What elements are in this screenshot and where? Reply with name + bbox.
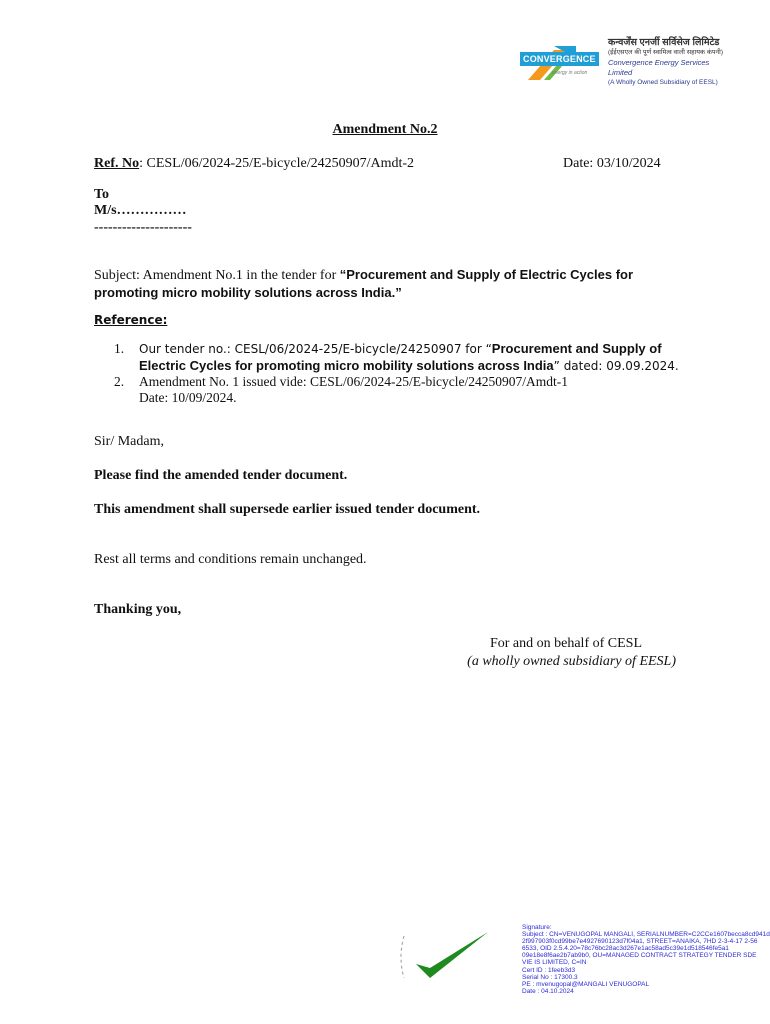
reference-list [114,341,694,405]
company-logo [514,36,734,86]
signature-line: 2f997903f0cd99be7e4927690123d7f04a1, STREET=ANAIKA, 7HD 2-3-4-17 2-56 [522,938,758,946]
closing-thanks: Thanking you, [94,602,182,617]
on-behalf-of: For and on behalf of CESL [489,636,642,651]
signature-line: PE : mvenugopal@MANGALI VENUGOPAL [522,980,650,988]
digital-signature-details [522,924,770,995]
logo-hindi-name: कन्वर्जेंस एनर्जी सर्विसेज लिमिटेड [608,37,720,48]
reference-2-line1: Amendment No. 1 issued vide: CESL/06/2024-25/E-bicycle/24250907/Amdt-1 [139,374,568,389]
reference-heading: Reference: [94,313,168,327]
document-title: Amendment No.2 [332,122,438,137]
subsidiary-note: (a wholly owned subsidiary of EESL) [467,654,676,669]
signature-line: Cert ID : 1feeb3d3 [522,966,576,974]
logo-english-sub: (A Wholly Owned Subsidiary of EESL) [608,79,718,86]
logo-hindi-sub: (ईईएसएल की पूर्ण स्वामित्व वाली सहायक कंपनी) [608,49,723,56]
addressee-dashes: --------------------- [94,220,192,235]
reference-2-line2: Date: 10/09/2024. [139,389,237,405]
logo-english-name: Convergence Energy Services Limited [608,58,710,77]
ref-value: : CESL/06/2024-25/E-bicycle/24250907/Amdt-2 [139,156,415,171]
list-item-number: 2. [114,374,125,389]
supersede-text: This amendment shall supersede earlier issued tender document. [94,502,481,517]
find-amended-text: Please find the amended tender document. [94,468,348,483]
list-item-number: 1. [114,341,125,356]
checkmark-icon [394,924,514,990]
reference-1-project: Procurement and Supply of Electric Cycles for promoting micro mobility solutions across India [139,341,662,373]
reference-1-prefix: Our tender no.: CESL/06/2024-25/E-bicycle/24250907 for “ [139,342,492,356]
reference-number [94,156,414,172]
convergence-logo-mark [514,40,604,80]
reference-1-suffix: ” dated: 09.09.2024. [553,358,679,373]
signature-line: Subject : CN=VENUGOPAL MANGALI, SERIALNUMBER=C2CCe1607becca8cd941d [522,931,770,939]
document-date: Date: 03/10/2024 [563,156,661,171]
ref-label: Ref. No [94,156,140,171]
subject-line [94,266,684,302]
signature-line: Signature: [522,924,552,931]
addressee-ms: M/s…………… [94,203,187,218]
salutation: Sir/ Madam, [94,434,164,449]
signature-line: Date : 04.10.2024 [522,987,574,995]
signature-validity-stamp [394,924,514,990]
signature-line: VIE IS LIMITED, C=IN [522,959,587,967]
logo-company-name [608,38,734,88]
signature-line: Serial No : 17300.3 [522,973,578,981]
logo-wordmark: CONVERGENCE [520,52,599,66]
addressee-to: To [94,187,110,202]
list-item [114,341,694,374]
signature-line: 6533, OID 2.5.4.20=78c76bc28ac3d267e1ac58ad5c39e1d518546fe5a1 [522,945,729,953]
rest-terms-text: Rest all terms and conditions remain unchanged. [94,552,367,567]
list-item [114,374,694,405]
logo-tagline: energy in action [552,70,588,76]
subject-highlight: “Procurement and Supply of Electric Cycles for promoting micro mobility solutions across India.” [94,267,634,300]
signature-line: 09e18e8f6ae2b7ab9b0, OU=MANAGED CONTRACT STRATEGY TENDER SDE [522,952,757,960]
subject-prefix: Subject: Amendment No.1 in the tender for [94,268,340,283]
